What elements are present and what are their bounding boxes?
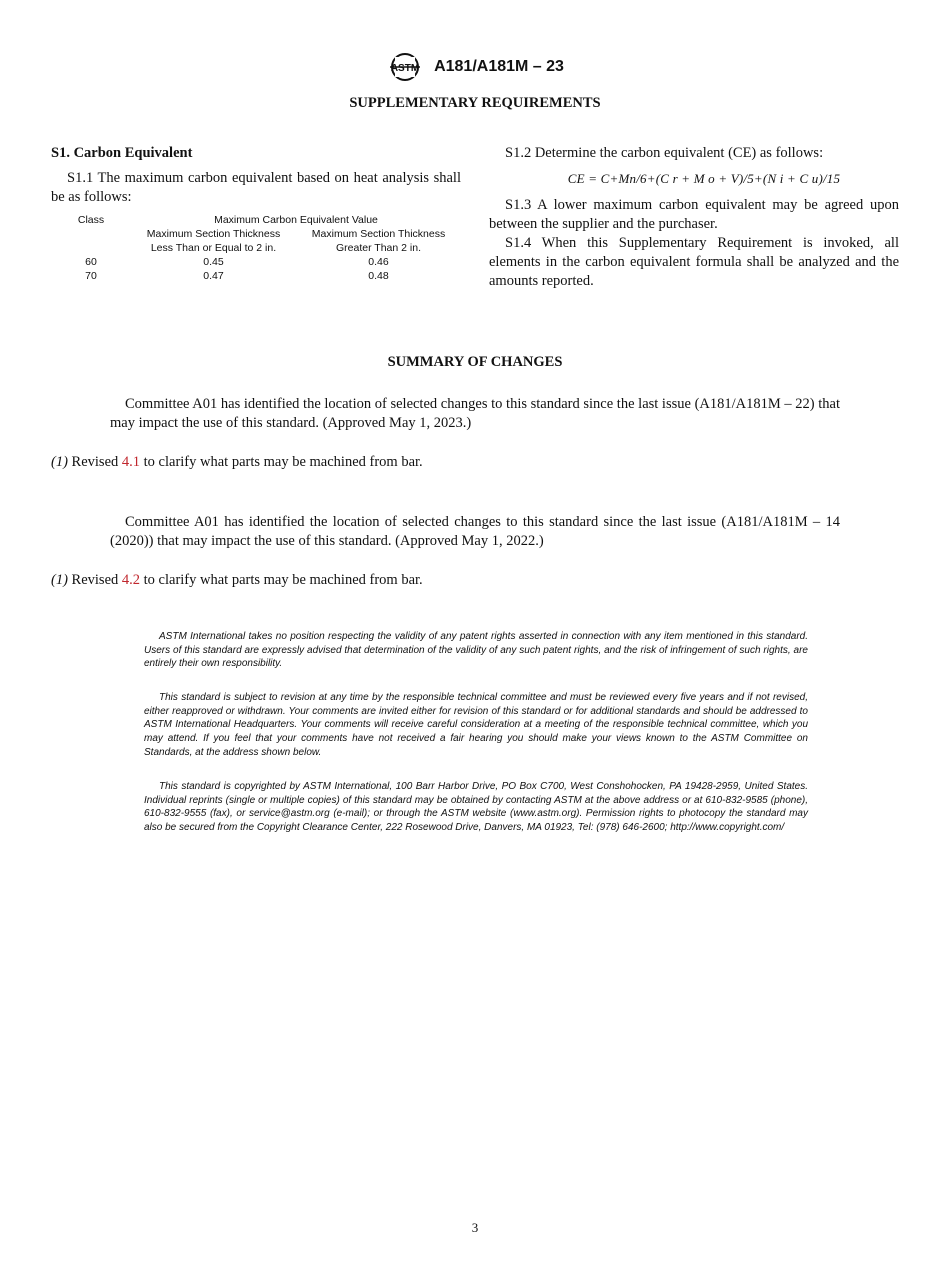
revision-text: to clarify what parts may be machined from bar. [143, 572, 423, 588]
cell-class: 70 [85, 270, 97, 282]
header-group: Maximum Carbon Equivalent Value [214, 214, 378, 226]
notice-text: This standard is copyrighted by ASTM International, 100 Barr Harbor Drive, PO Box C700, West Conshohocken, PA 19428-2959, United States. Individual reprints (single or multiple copies) of this standard may be obtained by contacting ASTM at the above address or at 610-832-9585 (phone), 610-832-9555 (fax), or service@astm.org (e-mail); or through the ASTM website (www.astm.org). Permission rights to photocopy the standard may also be secured from the Copyright Clearance Center, 222 Rosewood Drive, Danvers, MA 01923, Tel: (978) 646-2600; http://www.copyright.com/ [144, 781, 808, 834]
revision-text: to clarify what parts may be machined from bar. [143, 454, 423, 470]
table-header-row [51, 241, 461, 255]
s1-4-paragraph: S1.4 When this Supplementary Requirement is invoked, all elements in the carbon equivalent formula shall be analyzed and the amounts reported. [489, 235, 899, 289]
s1-3-paragraph: S1.3 A lower maximum carbon equivalent may be agreed upon between the supplier and the purchaser. [489, 197, 899, 232]
right-column [489, 144, 899, 291]
page-number: 3 [471, 1220, 479, 1235]
patent-notice [144, 630, 808, 671]
cell-value: 0.47 [203, 270, 224, 282]
supplementary-requirements-title: SUPPLEMENTARY REQUIREMENTS [349, 95, 601, 111]
cell-value: 0.45 [203, 256, 224, 268]
header-col1-line1: Maximum Section Thickness [146, 228, 281, 240]
committee-text: Committee A01 has identified the location of selected changes to this standard since the last issue (A181/A181M – 14 (2020)) that may impact the use of this standard. (Approved May 1, 2022.) [110, 514, 840, 549]
committee-statement-2022 [110, 513, 840, 551]
s1-1-paragraph: S1.1 The maximum carbon equivalent based on heat analysis shall be as follows: [51, 170, 461, 205]
table-row [51, 255, 461, 269]
section-link-4-2[interactable]: 4.2 [121, 572, 141, 588]
carbon-equivalent-table [51, 213, 461, 283]
cell-class: 60 [85, 256, 97, 268]
summary-of-changes-title: SUMMARY OF CHANGES [387, 354, 563, 370]
header-class: Class [77, 214, 105, 226]
committee-statement-2023 [110, 395, 840, 433]
revision-number: (1) [51, 454, 68, 470]
revision-number: (1) [51, 572, 68, 588]
page-header [0, 52, 950, 82]
table-header-row [51, 227, 461, 241]
table-header-row [51, 213, 461, 227]
revision-prefix: Revised [71, 572, 119, 588]
svg-text:ASTM: ASTM [390, 63, 420, 74]
astm-logo-icon [386, 52, 424, 82]
header-col2-line1: Maximum Section Thickness [311, 228, 446, 240]
revision-item-2022 [51, 571, 461, 590]
s1-2-paragraph: S1.2 Determine the carbon equivalent (CE) as follows: [505, 145, 824, 161]
s1-heading: S1. Carbon Equivalent [51, 145, 193, 161]
revision-item-2023 [51, 453, 461, 472]
section-link-4-1[interactable]: 4.1 [121, 454, 141, 470]
cell-value: 0.46 [368, 256, 389, 268]
table-row [51, 269, 461, 283]
standard-designation: A181/A181M – 23 [434, 58, 564, 75]
header-col2-line2: Greater Than 2 in. [335, 242, 422, 254]
copyright-notice [144, 780, 808, 835]
header-col1-line2: Less Than or Equal to 2 in. [150, 242, 277, 254]
notice-text: ASTM International takes no position respecting the validity of any patent rights asserted in connection with any item mentioned in this standard. Users of this standard are expressly advised that determination of the validity of any such patent rights, and the risk of infringement of such rights, are entirely their own responsibility. [144, 631, 808, 670]
committee-text: Committee A01 has identified the location of selected changes to this standard since the last issue (A181/A181M – 22) that may impact the use of this standard. (Approved May 1, 2023.) [110, 396, 840, 431]
cell-value: 0.48 [368, 270, 389, 282]
carbon-equivalent-formula: CE = C+Mn/6+(C r + M o + V)/5+(N i + C u)/15 [567, 171, 841, 186]
revision-prefix: Revised [71, 454, 119, 470]
revision-notice [144, 691, 808, 760]
left-column [51, 144, 461, 283]
notice-text: This standard is subject to revision at any time by the responsible technical committee and must be reviewed every five years and if not revised, either reapproved or withdrawn. Your comments are invited either for revision of this standard or for additional standards and should be addressed to ASTM International Headquarters. Your comments will receive careful consideration at a meeting of the responsible technical committee, which you may attend. If you feel that your comments have not received a fair hearing you should make your views known to the ASTM Committee on Standards, at the address shown below. [144, 692, 808, 758]
